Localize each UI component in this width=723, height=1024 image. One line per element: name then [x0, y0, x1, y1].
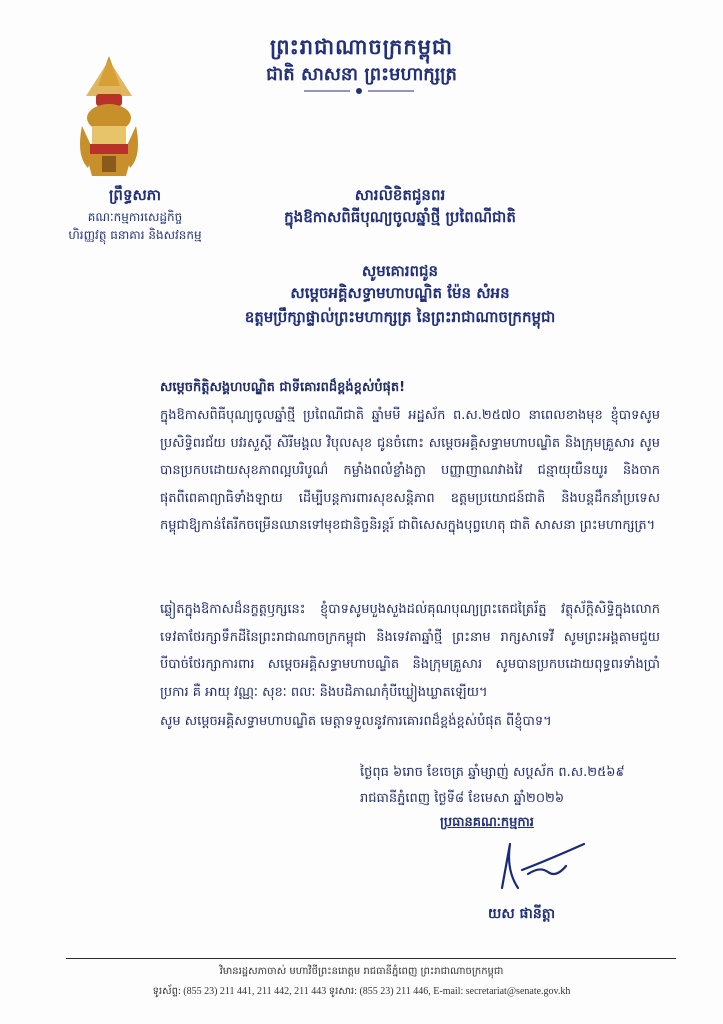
message-title: សារលិខិតជូនពរ: [354, 186, 446, 204]
solar-date: រាជធានីភ្នំពេញ ថ្ងៃទី៨ ខែមេសា ឆ្នាំ២០២៦: [360, 791, 565, 806]
recipient-name: សម្តេចអគ្គិសទ្ធាមហាបណ្ឌិត ម៉ែន សំអន: [290, 284, 510, 302]
message-subtitle: ក្នុងឱកាសពិធីបុណ្យចូលឆ្នាំថ្មី ប្រពៃណីជាតិ: [284, 208, 516, 226]
handwritten-signature: [488, 830, 598, 900]
lunar-date: ថ្ងៃពុធ ៦រោច ខែចេត្រ ឆ្នាំម្សាញ់ សប្តស័ក ព.ស.២៥៦៩: [360, 765, 625, 780]
signatory-name: យស ផានីត្តា: [488, 906, 556, 922]
recipient-title: ឧត្តមប្រឹក្សាផ្ទាល់ព្រះមហាក្សត្រ នៃព្រះរាជាណាចក្រកម្ពុជា: [244, 308, 556, 326]
closing-line: សូម សម្តេចអគ្គិសទ្ធាមហាបណ្ឌិត មេត្តាទទួលនូវការគោរពដ៏ខ្ពង់ខ្ពស់បំផុត ពីខ្ញុំបាទ។: [160, 714, 552, 729]
paragraph-2: ឆ្លៀតក្នុងឱកាសដ៏នក្ខត្តឫក្សនេះ ខ្ញុំបាទសូមបួងសួងដល់គុណបុណ្យព្រះតេជត្រៃរ័ត្ន វត្ថុស័ក្តិសិទ្ធិក្នុងលោក ទេវតាថែរក្សាទឹកដីនៃព្រះរាជាណាចក្រកម្ពុជា និងទេវតាឆ្នាំថ្មី ព្រះនាម រាក្សសាទេវី សូមព្រះអង្គតាមជួយបីបាច់ថែរក្សាការពារ សម្តេចអគ្គិសទ្ធាមហាបណ្ឌិត និងក្រុមគ្រួសារ សូមបានប្រកបដោយពុទ្ធពរទាំងប្រាំប្រការ គឺ អាយុ វណ្ណៈ សុខៈ ពលៈ និងបដិភាណកុំបីឃ្លៀងឃ្លាតឡើយ។: [160, 602, 660, 700]
royal-emblem-icon: [72, 56, 146, 178]
footer-contact: ទូរស័ព្ទ: (855 23) 211 441, 211 442, 211 443 ទូរសារ: (855 23) 211 446, E-mail: secretariat@senate.gov.kh: [152, 986, 571, 997]
signatory-title: ប្រធានគណៈកម្មការ: [440, 815, 534, 830]
footer-address: វិមានរដ្ឋសភាចាស់ មហាវិថីព្រះនរោត្តម រាជធានីភ្នំពេញ ព្រះរាជាណាចក្រកម្ពុជា: [219, 966, 504, 977]
national-motto: ជាតិ សាសនា ព្រះមហាក្សត្រ: [266, 64, 457, 85]
footer-divider: [66, 958, 676, 959]
kingdom-header: ព្រះរាជាណាចក្រកម្ពុជា: [269, 35, 453, 59]
paragraph-1: ក្នុងឱកាសពិធីបុណ្យចូលឆ្នាំថ្មី ប្រពៃណីជាតិ ឆ្នាំមមី អដ្ឋស័ក ព.ស.២៥៧០ នាពេលខាងមុខ ខ្ញុំបាទសូមប្រសិទ្ធិពរជ័យ បវរសួស្តី សិរីមង្គល វិបុលសុខ ជូនចំពោះ សម្តេចអគ្គិសទ្ធាមហាបណ្ឌិត និងក្រុមគ្រួសារ សូមបានប្រកបដោយសុខភាពល្អបរិបូណ៌ កម្លាំងពលំខ្លាំងក្លា បញ្ញាញាណវាងវៃ ជន្មាយុយឺនយូរ និងចាកផុតពីពេគាព្យាធិទាំងឡាយ ដើម្បីបន្តការពារសុខសន្តិភាព ឧត្តមប្រយោជន៍ជាតិ និងបន្តដឹកនាំប្រទេសកម្ពុជាឱ្យកាន់តែរីកចម្រើនឈានទៅមុខជានិច្ចនិរន្តរ៍ ជាពិសេសក្នុងបុព្វហេតុ ជាតិ សាសនា ព្រះមហាក្សត្រ។: [160, 408, 660, 533]
committee-name: គណៈកម្មការសេដ្ឋកិច្ច: [87, 210, 183, 224]
committee-detail: ហិរញ្ញវត្ថុ ធនាគារ និងសវនកម្ម: [68, 228, 202, 242]
greeting: សម្តេចកិត្តិសង្គហបណ្ឌិត ជាទីគោរពដ៏ខ្ពង់ខ្ពស់បំផុត!: [160, 380, 406, 395]
org-name: ព្រឹទ្ធសភា: [108, 186, 162, 204]
respect-line: សូមគោរពជូន: [361, 262, 439, 280]
ornament-divider: [300, 86, 418, 96]
